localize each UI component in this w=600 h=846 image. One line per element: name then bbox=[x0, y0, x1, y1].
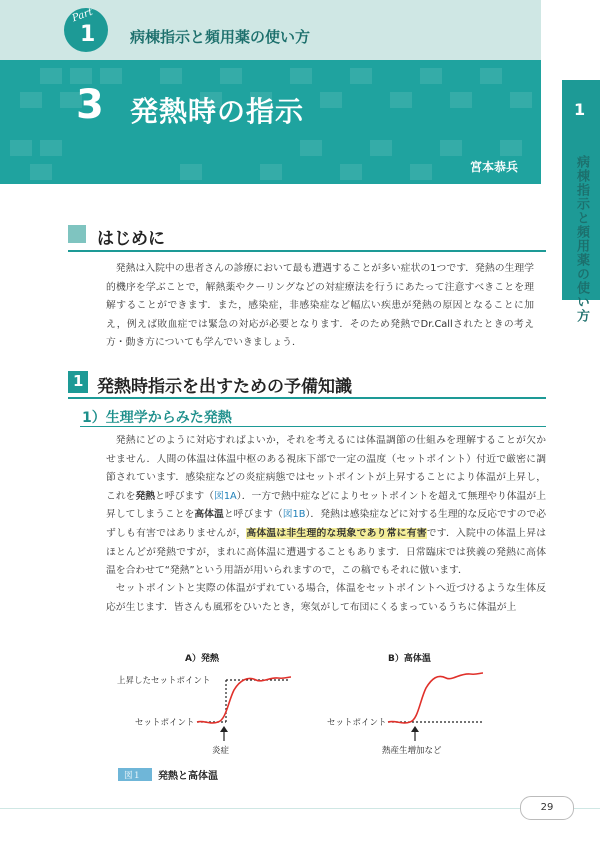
raised-setpoint-label: 上昇したセットポイント bbox=[117, 676, 211, 686]
setpoint-label-b: セットポイント bbox=[327, 718, 387, 728]
chapter-title: 発熱時の指示 bbox=[130, 95, 305, 128]
panel-b-graph bbox=[388, 673, 483, 741]
part-title: 病棟指示と頻用薬の使い方 bbox=[130, 28, 311, 46]
figure-caption-number: 図１ bbox=[124, 771, 142, 781]
side-tab-text: 病棟指示と頻用薬の使い方 bbox=[574, 155, 589, 323]
intro-text: 発熱は入院中の患者さんの診療において最も遭遇することが多い症状の1つです．発熱の生理学的機序を学ぶことで，解熱薬やクーリングなどの対症療法を行うにあたって注意すべきことを理解することができます．また，感染症，非感染症など幅広い疾患が発熱の原因となることに加え，例えば敗血症では緊急の対応が必要となります．そのため発熱でDr.Callされたときの考え方・動き方についても学んでいきましょう． bbox=[106, 263, 534, 349]
subsection-title: 1）生理学からみた発熱 bbox=[82, 410, 232, 426]
section-number: 1 bbox=[73, 372, 84, 390]
part-word: Part bbox=[70, 6, 95, 25]
intro-heading: はじめに bbox=[97, 229, 165, 249]
author-name: 宮本恭兵 bbox=[470, 160, 519, 174]
side-tab-number: 1 bbox=[574, 100, 586, 119]
intro-paragraph bbox=[106, 260, 534, 353]
subsection-rule bbox=[80, 426, 546, 427]
intro-heading-square bbox=[68, 225, 86, 243]
highlighted-statement: 高体温は非生理的な現象であり常に有害 bbox=[246, 527, 427, 539]
body-paragraph-2 bbox=[106, 580, 546, 617]
page-number-badge bbox=[520, 796, 574, 820]
panel-a-graph bbox=[197, 677, 291, 741]
section-title: 発熱時指示を出すための予備知識 bbox=[97, 377, 352, 397]
footer-rule bbox=[0, 808, 600, 809]
trigger-label-b: 熱産生増加など bbox=[382, 746, 442, 756]
figure-graph bbox=[0, 640, 600, 765]
ref-fig1b: 図1B bbox=[282, 509, 306, 521]
figure-panel-b-label: B）高体温 bbox=[388, 654, 431, 664]
chapter-number: 3 bbox=[76, 82, 104, 128]
body-text-2: セットポイントと実際の体温がずれている場合，体温をセットポイントへ近づけるような生体反応が生じます．皆さんも風邪をひいたとき，寒気がして布団にくるまっているうちに体温が上 bbox=[106, 583, 546, 613]
setpoint-label-a: セットポイント bbox=[135, 718, 195, 728]
body-paragraph-1 bbox=[106, 432, 546, 581]
trigger-arrowhead-a bbox=[220, 726, 228, 732]
trigger-label-a: 炎症 bbox=[212, 746, 230, 756]
body-text-1: 発熱にどのように対応すればよいか，それを考えるには体温調節の仕組みを理解することが欠かせません．人間の体温は体温中枢のある視床下部で一定の温度（セットポイント）付近で厳密に調節されています．感染症などの炎症病態ではセットポイントが上昇することにより体温が上昇し，これを発熱と呼びます（図1A）．一方で熱中症などによりセットポイントを超えて無理やり体温が上昇してしまうことを高体温と呼びます（図1B）．発熱は感染症などに対する生理的な反応ですので必ずしも有害ではありませんが，高体温は非生理的な現象であり常に有害です．入院中の体温上昇はほとんどが発熱ですが，まれに高体温に遭遇することもあります．日常臨床では狭義の発熱に高体温を合わせて“発熱”という用語が用いられますので，この稿でもそれに倣います． bbox=[106, 435, 547, 577]
section-rule bbox=[68, 397, 546, 399]
term-fever: 発熱 bbox=[135, 490, 156, 502]
figure-caption-title: 発熱と高体温 bbox=[158, 771, 218, 782]
ref-fig1a: 図1A bbox=[214, 490, 237, 502]
term-hyperthermia: 高体温 bbox=[194, 509, 224, 521]
temperature-curve-b bbox=[388, 673, 483, 723]
intro-heading-rule bbox=[68, 250, 546, 252]
page-number: 29 bbox=[540, 802, 554, 813]
part-number: 1 bbox=[80, 22, 96, 47]
temperature-curve-a bbox=[197, 677, 291, 723]
trigger-arrowhead-b bbox=[411, 726, 419, 732]
figure-panel-a-label: A）発熱 bbox=[185, 654, 219, 664]
